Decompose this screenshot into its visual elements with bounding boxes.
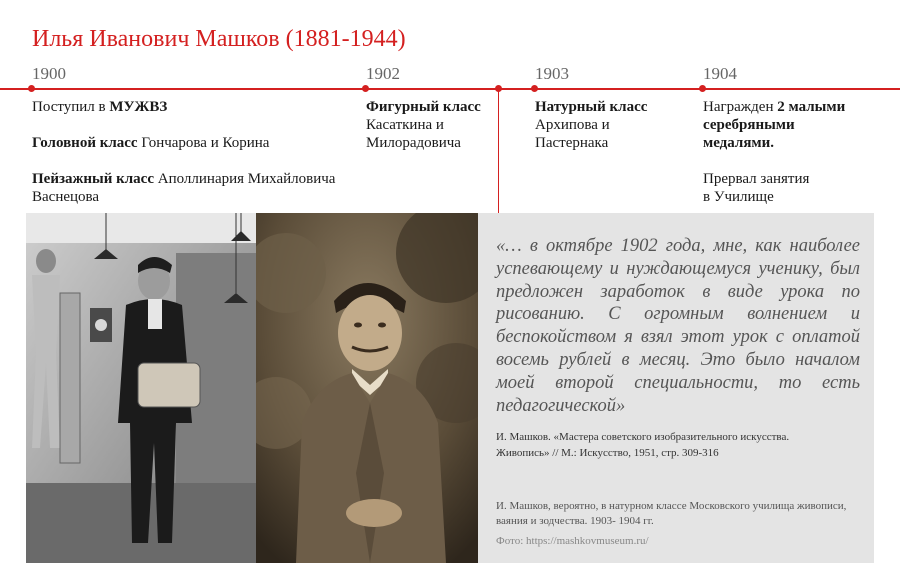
entry-bold: МУЖВЗ (109, 99, 168, 115)
year-1902: 1902 (366, 64, 400, 83)
entry-bold: Натурный класс (535, 99, 648, 115)
timeline-dot (28, 85, 35, 92)
caption-line: И. Машков, вероятно, в натурном классе Московского училища живописи, (496, 500, 847, 512)
entry-text: Награжден (703, 99, 778, 115)
entry-text: Касаткина и (366, 117, 444, 133)
timeline-entry-1903 (535, 98, 695, 152)
entry-bold: Фигурный класс (366, 99, 481, 115)
timeline-divider (498, 89, 499, 213)
photo-credit: Фото: https://mashkovmuseum.ru/ (496, 535, 649, 547)
source-line: Живопись» // М.: Искусство, 1951, стр. 309-316 (496, 447, 719, 459)
quote-source (496, 429, 860, 461)
year-1903: 1903 (535, 64, 569, 83)
entry-text: Гончарова и Корина (137, 135, 270, 151)
quote-panel (478, 213, 874, 563)
timeline-dot (531, 85, 538, 92)
entry-text: Архипова и (535, 117, 610, 133)
entry-text: в Училище (703, 189, 774, 205)
timeline-dot (362, 85, 369, 92)
timeline-dot (495, 85, 502, 92)
timeline-line (0, 88, 900, 90)
entry-text: Поступил в (32, 99, 110, 115)
timeline-entry-1902 (366, 98, 496, 152)
quote-text: «… в октябре 1902 года, мне, как наиболее успевающему и нуждающемуся ученику, был предложен заработок в виде урока по рисованию. С огромным волнением и беспокойством я взял этот урок с оплатой восемь рублей в месяц. Это было началом моей второй специальности, то есть педагогической» (496, 236, 860, 416)
page-title: Илья Иванович Машков (1881-1944) (32, 26, 406, 52)
timeline-entry-1904 (703, 98, 893, 206)
entry-text: Милорадовича (366, 135, 461, 151)
year-1900: 1900 (32, 64, 66, 83)
caption-line: ваяния и зодчества. 1903- 1904 гг. (496, 515, 654, 527)
portrait-photo (256, 213, 478, 563)
entry-bold: Головной класс (32, 135, 138, 151)
source-line: И. Машков. «Мастера советского изобразительного искусства. (496, 431, 790, 443)
entry-bold: медалями. (703, 135, 775, 151)
portrait-photo-illustration (256, 213, 478, 563)
entry-text: Аполлинария Михайловича Васнецова (32, 171, 336, 205)
entry-bold: 2 малыми (777, 99, 846, 115)
studio-photo (26, 213, 256, 563)
entry-text: Прервал занятия (703, 171, 810, 187)
photo-caption (496, 499, 866, 529)
studio-photo-illustration (26, 213, 256, 563)
timeline-entry-1900 (32, 98, 362, 206)
entry-bold: Пейзажный класс (32, 171, 154, 187)
timeline-dot (699, 85, 706, 92)
year-1904: 1904 (703, 64, 737, 83)
entry-text: Пастернака (535, 135, 609, 151)
entry-bold: серебряными (703, 117, 795, 133)
